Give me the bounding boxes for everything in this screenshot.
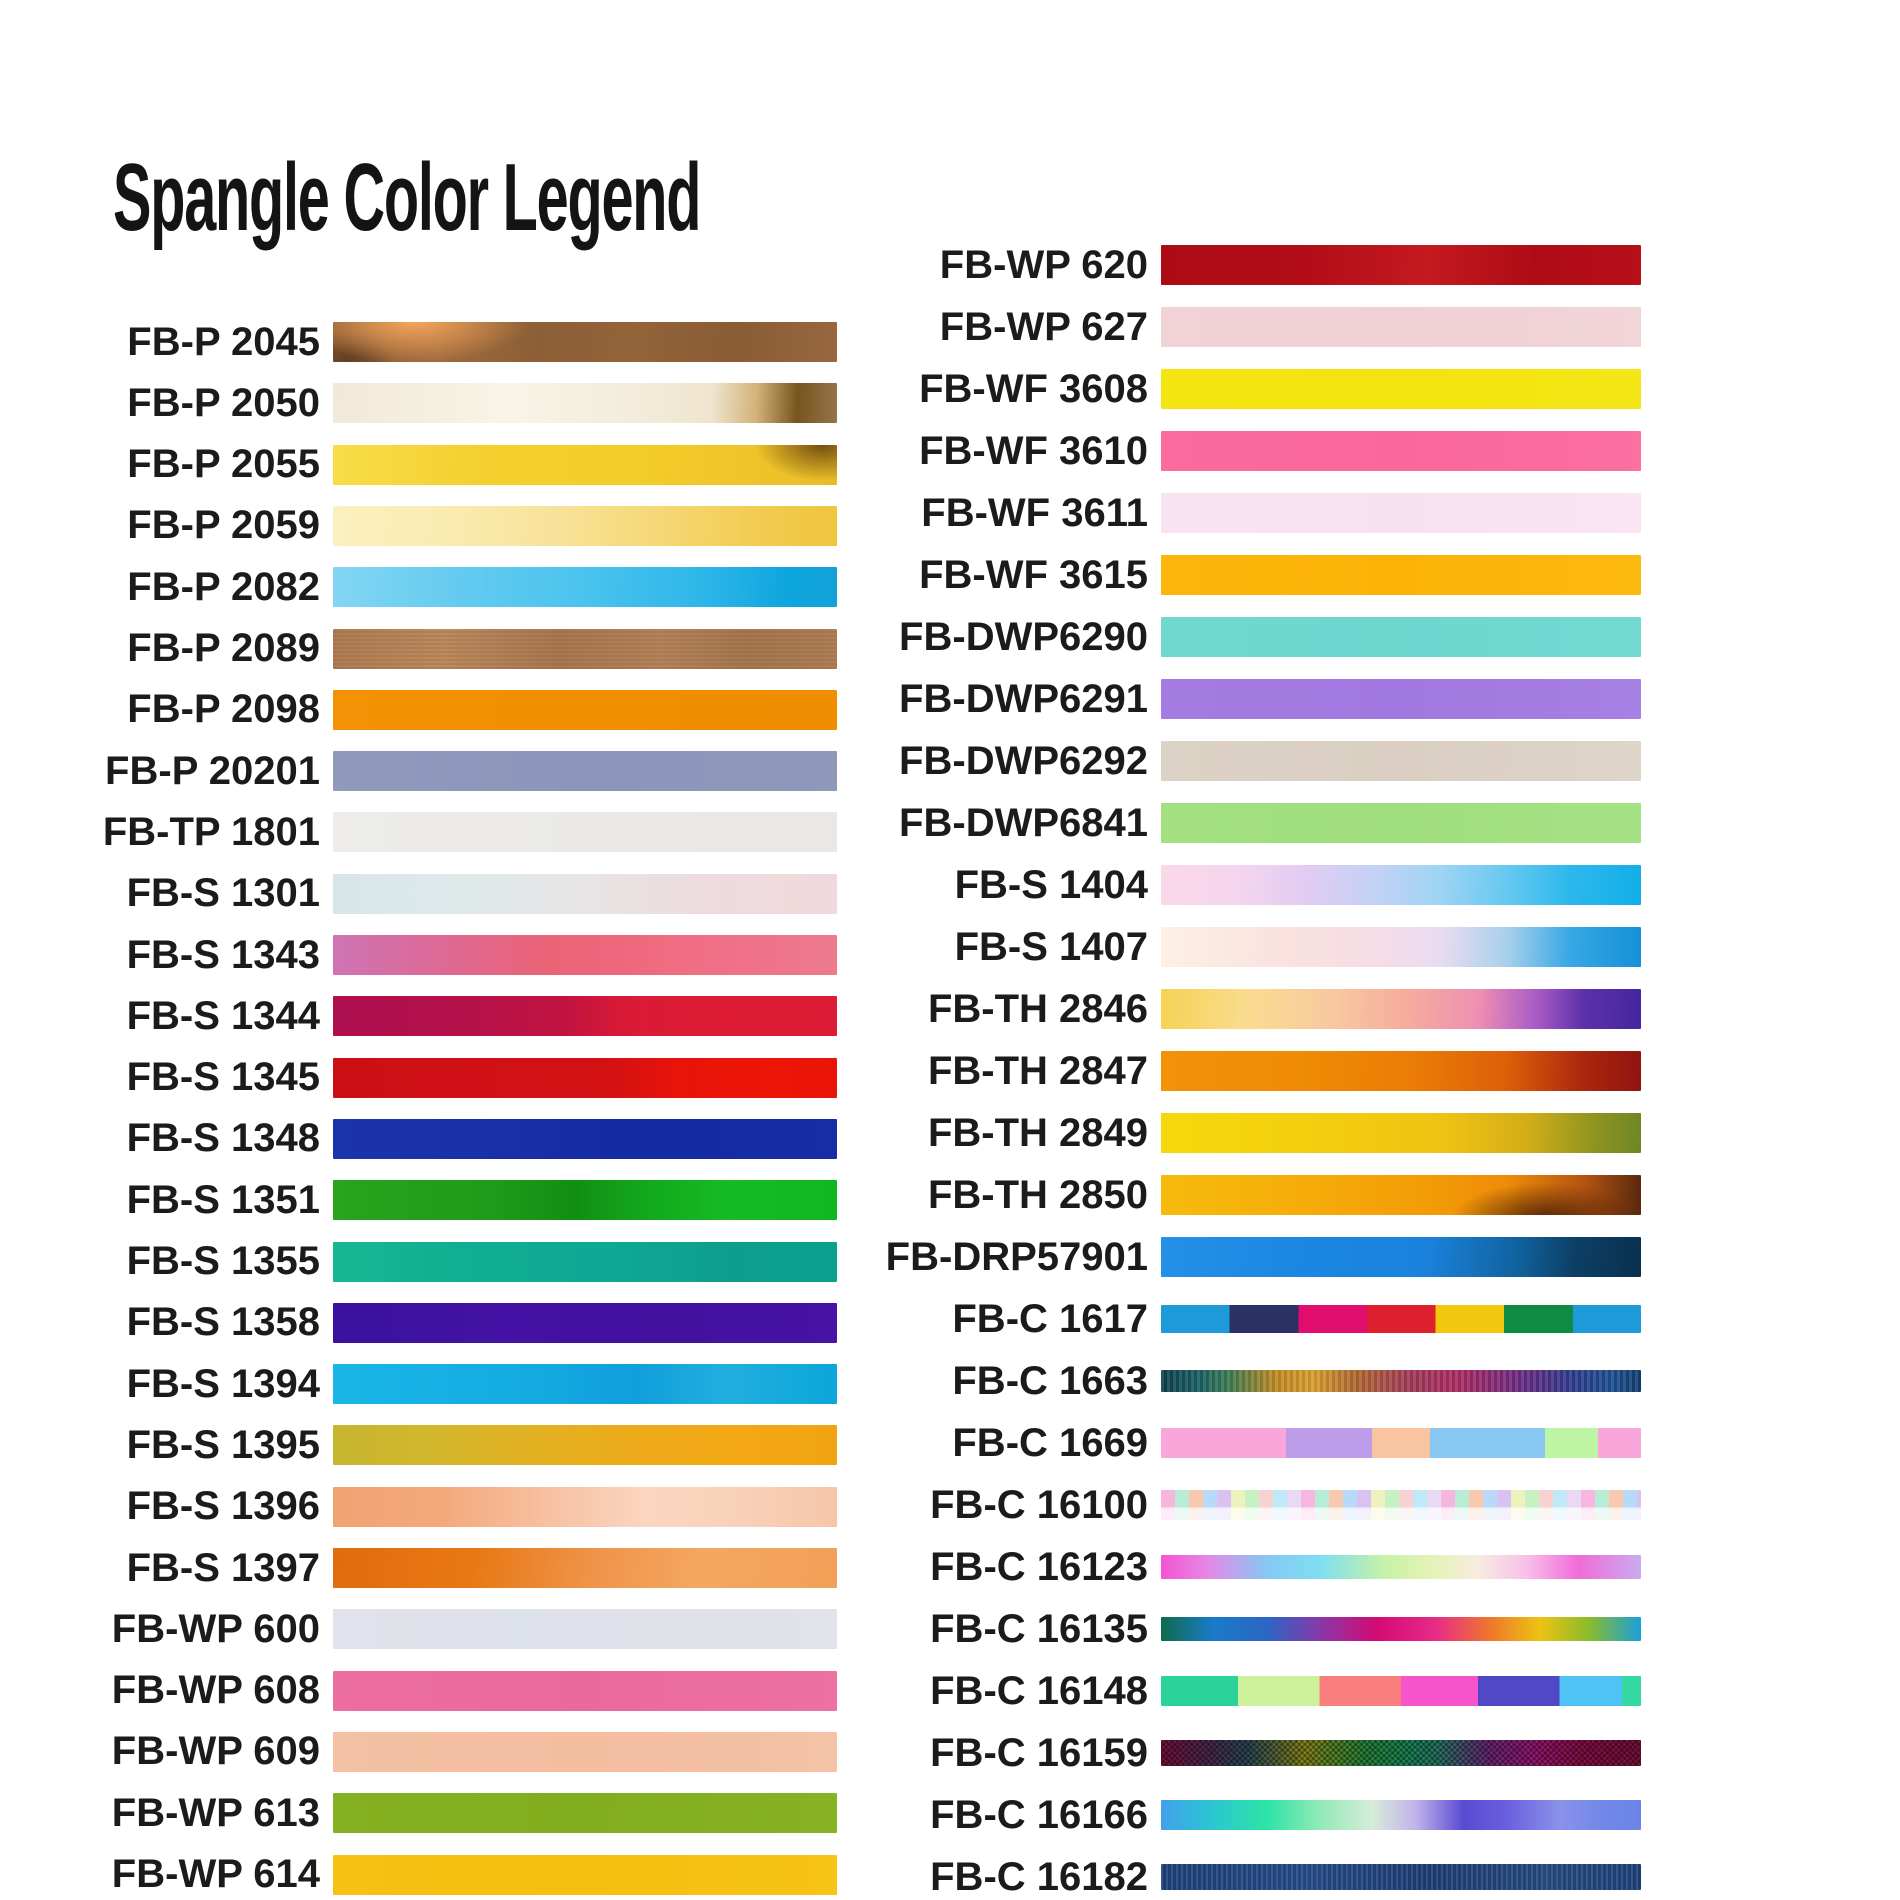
color-swatch [333,383,837,423]
color-swatch [1161,989,1641,1029]
legend-row [0,1849,837,1900]
legend-row [0,1419,837,1471]
color-code-label: FB-S 1407 [954,924,1148,969]
color-swatch [1161,1237,1641,1277]
color-code-label: FB-P 2082 [127,564,320,609]
color-code-label: FB-S 1345 [126,1055,320,1100]
legend-row [840,301,1641,353]
color-swatch [1161,865,1641,905]
color-code-label: FB-S 1348 [126,1116,320,1161]
legend-row [840,1355,1641,1407]
legend-row [840,1665,1641,1717]
color-code-label: FB-C 16159 [930,1730,1148,1775]
legend-row [0,1665,837,1717]
color-swatch [333,1303,837,1343]
color-swatch [333,445,837,485]
color-swatch [333,751,837,791]
color-code-label: FB-S 1351 [126,1177,320,1222]
color-swatch [333,506,837,546]
legend-row [0,1052,837,1104]
color-swatch [1161,431,1641,471]
color-swatch [333,690,837,730]
color-swatch [333,874,837,914]
color-swatch [1161,1175,1641,1215]
color-code-label: FB-WP 614 [111,1852,320,1896]
color-code-label: FB-WP 609 [111,1729,320,1774]
color-code-label: FB-S 1404 [954,862,1148,907]
color-swatch [1161,1428,1641,1458]
color-code-label: FB-P 2055 [127,442,320,487]
color-code-label: FB-WP 620 [939,242,1148,287]
color-code-label: FB-S 1397 [126,1545,320,1590]
color-swatch [1161,493,1641,533]
legend-row [840,363,1641,415]
color-swatch [333,1609,837,1649]
color-code-label: FB-TH 2847 [927,1048,1148,1093]
legend-row [0,1787,837,1839]
color-swatch [1161,927,1641,967]
color-swatch [1161,245,1641,285]
color-code-label: FB-S 1395 [126,1422,320,1467]
color-code-label: FB-P 2089 [127,626,320,670]
color-code-label: FB-TH 2849 [927,1110,1148,1155]
legend-row [840,859,1641,911]
legend-row [0,1358,837,1410]
color-swatch [1161,1490,1641,1520]
color-code-label: FB-S 1394 [126,1361,320,1406]
color-code-label: FB-S 1343 [126,932,320,977]
color-swatch [333,1548,837,1588]
color-swatch [1161,1676,1641,1706]
legend-row [0,1542,837,1594]
legend-row [840,1417,1641,1469]
color-swatch [1161,1051,1641,1091]
color-swatch [333,1671,837,1711]
color-swatch [333,1732,837,1772]
legend-row [840,1541,1641,1593]
color-swatch [333,1793,837,1833]
color-code-label: FB-WP 613 [111,1790,320,1835]
legend-row [0,623,837,675]
color-swatch [333,1487,837,1527]
legend-row [0,377,837,429]
color-swatch [1161,1740,1641,1766]
legend-row [0,1174,837,1226]
color-code-label: FB-DWP6291 [899,676,1148,721]
color-swatch [333,567,837,607]
legend-row [840,1851,1641,1900]
legend-row [0,439,837,491]
color-swatch [333,1180,837,1220]
color-code-label: FB-TH 2850 [927,1172,1148,1217]
legend-row [0,316,837,368]
color-code-label: FB-C 1663 [952,1358,1148,1403]
legend-row [840,487,1641,539]
color-code-label: FB-DWP6841 [899,800,1148,845]
color-code-label: FB-WF 3610 [919,428,1148,473]
color-code-label: FB-P 2045 [127,319,320,364]
legend-row [840,425,1641,477]
color-code-label: FB-C 16148 [930,1668,1148,1713]
color-code-label: FB-S 1396 [126,1484,320,1529]
color-code-label: FB-WF 3611 [921,490,1148,535]
color-swatch [333,322,837,362]
color-swatch [1161,741,1641,781]
color-swatch [333,1058,837,1098]
color-swatch [333,1855,837,1895]
color-code-label: FB-S 1344 [126,993,320,1038]
legend-row [0,1236,837,1288]
color-code-label: FB-WF 3615 [919,552,1148,597]
color-code-label: FB-C 16135 [930,1606,1148,1651]
legend-row [840,549,1641,601]
color-swatch [333,996,837,1036]
legend-row [840,1479,1641,1531]
color-code-label: FB-C 16123 [930,1544,1148,1589]
color-code-label: FB-DWP6292 [899,738,1148,783]
legend-row [840,1169,1641,1221]
color-swatch [333,812,837,852]
color-swatch [1161,1370,1641,1392]
color-code-label: FB-WP 627 [939,304,1148,349]
color-code-label: FB-P 20201 [105,748,320,793]
legend-row [840,1293,1641,1345]
legend-row [0,1113,837,1165]
color-swatch [1161,803,1641,843]
color-code-label: FB-TH 2846 [927,986,1148,1031]
page-title: Spangle Color Legend [113,144,701,251]
color-swatch [333,1425,837,1465]
color-swatch [1161,1864,1641,1890]
legend-row [840,1107,1641,1159]
legend-row [840,735,1641,787]
legend-row [0,684,837,736]
legend-row [0,1603,837,1655]
color-swatch [1161,1800,1641,1830]
legend-row [0,745,837,797]
color-code-label: FB-P 2050 [127,380,320,425]
legend-row [840,611,1641,663]
color-swatch [1161,555,1641,595]
color-swatch [1161,1305,1641,1333]
color-code-label: FB-WP 608 [111,1668,320,1713]
color-swatch [1161,1555,1641,1579]
legend-row [840,1231,1641,1283]
legend-row [840,1727,1641,1779]
color-swatch [1161,369,1641,409]
color-code-label: FB-C 16182 [930,1854,1148,1899]
legend-row [0,990,837,1042]
legend-row [0,868,837,920]
color-swatch [1161,307,1641,347]
color-code-label: FB-WF 3608 [919,366,1148,411]
legend-row [840,921,1641,973]
color-code-label: FB-P 2059 [127,503,320,548]
color-code-label: FB-S 1358 [126,1300,320,1345]
color-swatch [333,1242,837,1282]
color-swatch [333,1364,837,1404]
legend-row [840,1789,1641,1841]
color-code-label: FB-TP 1801 [102,809,320,854]
legend-row [0,806,837,858]
legend-row [840,239,1641,291]
legend-row [0,1726,837,1778]
color-swatch [1161,1617,1641,1641]
legend-row [840,1045,1641,1097]
color-code-label: FB-WP 600 [111,1606,320,1651]
color-code-label: FB-C 1617 [952,1296,1148,1341]
color-swatch [1161,617,1641,657]
color-swatch [1161,1113,1641,1153]
legend-row [0,561,837,613]
color-code-label: FB-C 1669 [952,1420,1148,1465]
legend-row [0,1481,837,1533]
color-swatch [333,629,837,669]
color-code-label: FB-P 2098 [127,687,320,732]
color-swatch [1161,679,1641,719]
color-swatch [333,935,837,975]
color-code-label: FB-S 1301 [126,871,320,916]
legend-row [0,929,837,981]
legend-row [840,983,1641,1035]
color-code-label: FB-S 1355 [126,1239,320,1283]
legend-row [0,1297,837,1349]
color-code-label: FB-C 16100 [930,1482,1148,1527]
color-code-label: FB-C 16166 [930,1792,1148,1837]
legend-row [840,797,1641,849]
legend-row [0,500,837,552]
legend-row [840,673,1641,725]
color-swatch [333,1119,837,1159]
color-code-label: FB-DRP57901 [885,1234,1148,1279]
legend-row [840,1603,1641,1655]
color-code-label: FB-DWP6290 [899,614,1148,659]
